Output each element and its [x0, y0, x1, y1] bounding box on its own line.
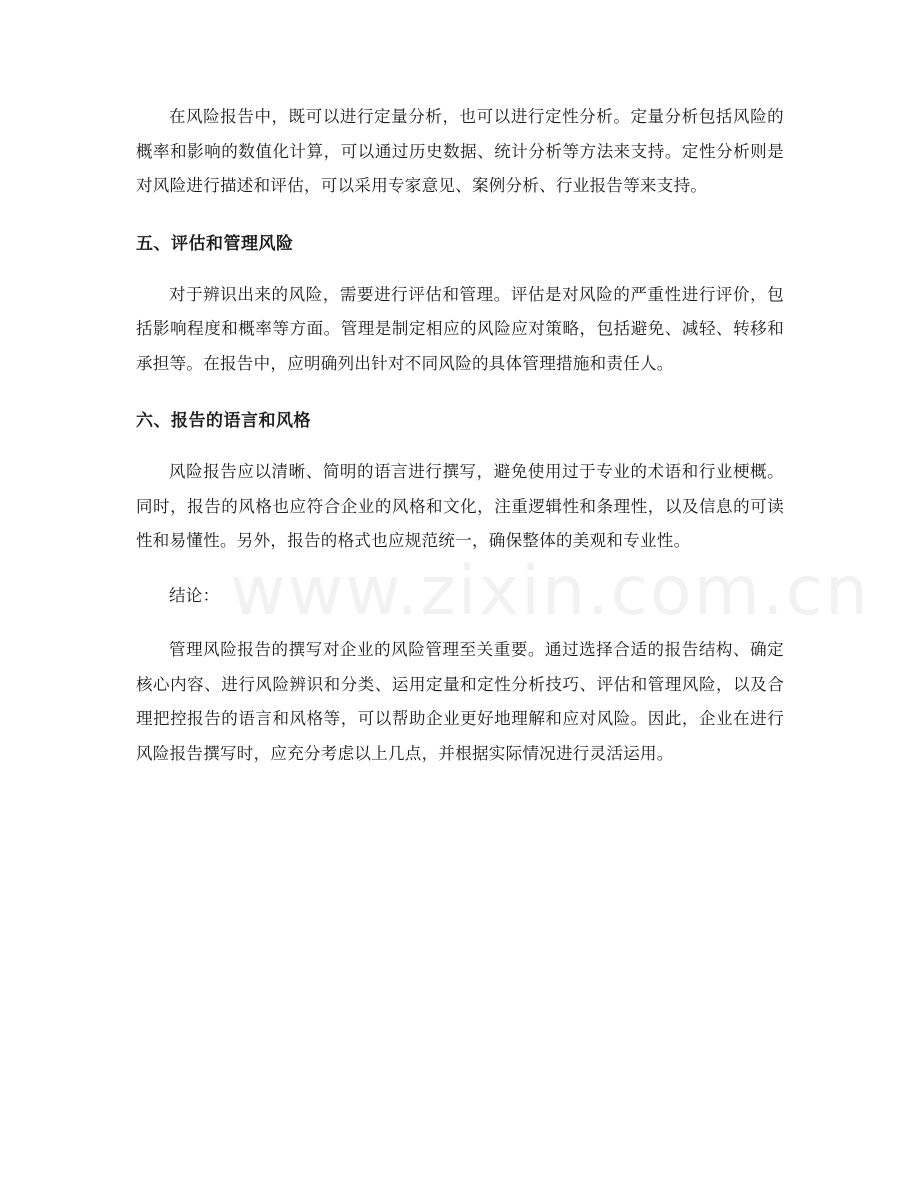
- conclusion-label: 结论：: [169, 585, 220, 605]
- paragraph-assess-manage: 对于辨识出来的风险，需要进行评估和管理。评估是对风险的严重性进行评价，包括影响程度和概率等方面。管理是制定相应的风险应对策略，包括避免、减轻、转移和承担等。在报告中，应明确列出针对不同风险的具体管理措施和责任人。: [136, 284, 784, 373]
- section-heading-language-style: 六、报告的语言和风格: [136, 411, 311, 431]
- paragraph-conclusion: 管理风险报告的撰写对企业的风险管理至关重要。通过选择合适的报告结构、确定核心内容、进行风险辨识和分类、运用定量和定性分析技巧、评估和管理风险，以及合理把控报告的语言和风格等，可以帮助企业更好地理解和应对风险。因此，企业在进行风险报告撰写时，应充分考虑以上几点，并根据实际情况进行灵活运用。: [136, 640, 784, 763]
- section-heading-assess-manage: 五、评估和管理风险: [136, 233, 294, 254]
- paragraph-language-style: 风险报告应以清晰、简明的语言进行撰写，避免使用过于专业的术语和行业梗概。同时，报告的风格也应符合企业的风格和文化，注重逻辑性和条理性，以及信息的可读性和易懂性。另外，报告的格式也应规范统一，确保整体的美观和专业性。: [136, 462, 784, 550]
- watermark: www.zixin.com.cn: [230, 552, 870, 631]
- document-body: [136, 100, 784, 771]
- paragraph-quantitative-qualitative: 在风险报告中，既可以进行定量分析，也可以进行定性分析。定量分析包括风险的概率和影响的数值化计算，可以通过历史数据、统计分析等方法来支持。定性分析则是对风险进行描述和评估，可以采用专家意见、案例分析、行业报告等来支持。: [136, 107, 784, 195]
